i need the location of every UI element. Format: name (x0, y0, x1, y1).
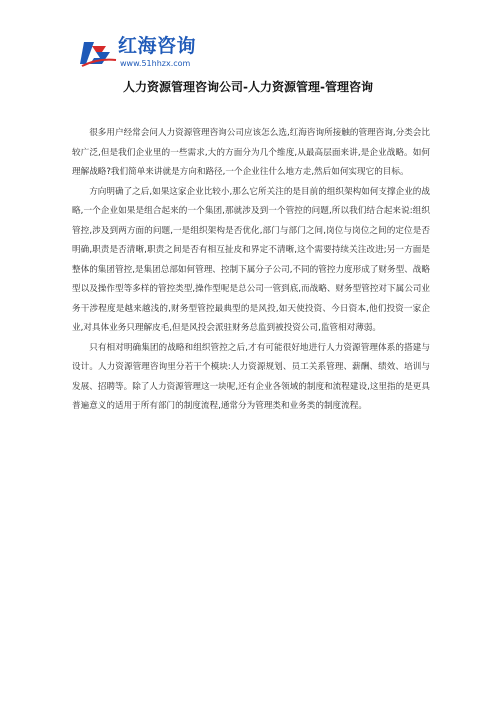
document-body (72, 124, 430, 417)
paragraph-3: 只有相对明确集团的战略和组织管控之后,才有可能很好地进行人力资源管理体系的搭建与设计。人力资源管理咨询里分若干个模块:人力资源规划、员工关系管理、薪酬、绩效、培训与发展、招聘等。除了人力资源管理这一块呢,还有企业各领域的制度和流程建设,这里指的是更具普遍意义的适用于所有部门的制度流程,通常分为管理类和业务类的制度流程。 (72, 342, 430, 411)
document-title: 人力资源管理咨询公司-人力资源管理-管理咨询 (123, 80, 373, 94)
paragraph-1: 很多用户经常会问人力资源管理咨询公司应该怎么选,红海咨询所接触的管理咨询,分类会比较广泛,但是我们企业里的一些需求,大的方面分为几个维度,从最高层面来讲,是企业战略。如何理解战略?我们简单来讲就是方向和路径,一个企业往什么地方走,然后如何实现它的目标。 (72, 128, 430, 177)
paragraph-2: 方向明确了之后,如果这家企业比较小,那么它所关注的是目前的组织架构如何支撑企业的战略,一个企业如果是组合起来的一个集团,那就涉及到一个管控的问题,所以我们结合起来说:组织管控,涉及到两方面的问题,一是组织架构是否优化,部门与部门之间,岗位与岗位之间的定位是否明确,职责是否清晰,职责之间是否有相互扯皮和界定不清晰,这个需要持续关注改进;另一方面是整体的集团管控,是集团总部如何管理、控制下属分子公司,不同的管控力度形成了财务型、战略型以及操作型等多样的管控类型,操作型呢是总公司一管到底,而战略、财务型管控对下属公司业务干涉程度是越来越浅的,财务型管控最典型的是风投,如天使投资、今日资本,他们投资一家企业,对具体业务只理解皮毛,但是风投会派驻财务总监到被投资公司,监管相对薄弱。 (72, 186, 430, 333)
company-logo (80, 34, 240, 74)
brand-name: 红海咨询 (118, 35, 197, 57)
brand-url: www.51hhzx.com (120, 59, 191, 68)
hz-logo-icon (80, 36, 118, 70)
